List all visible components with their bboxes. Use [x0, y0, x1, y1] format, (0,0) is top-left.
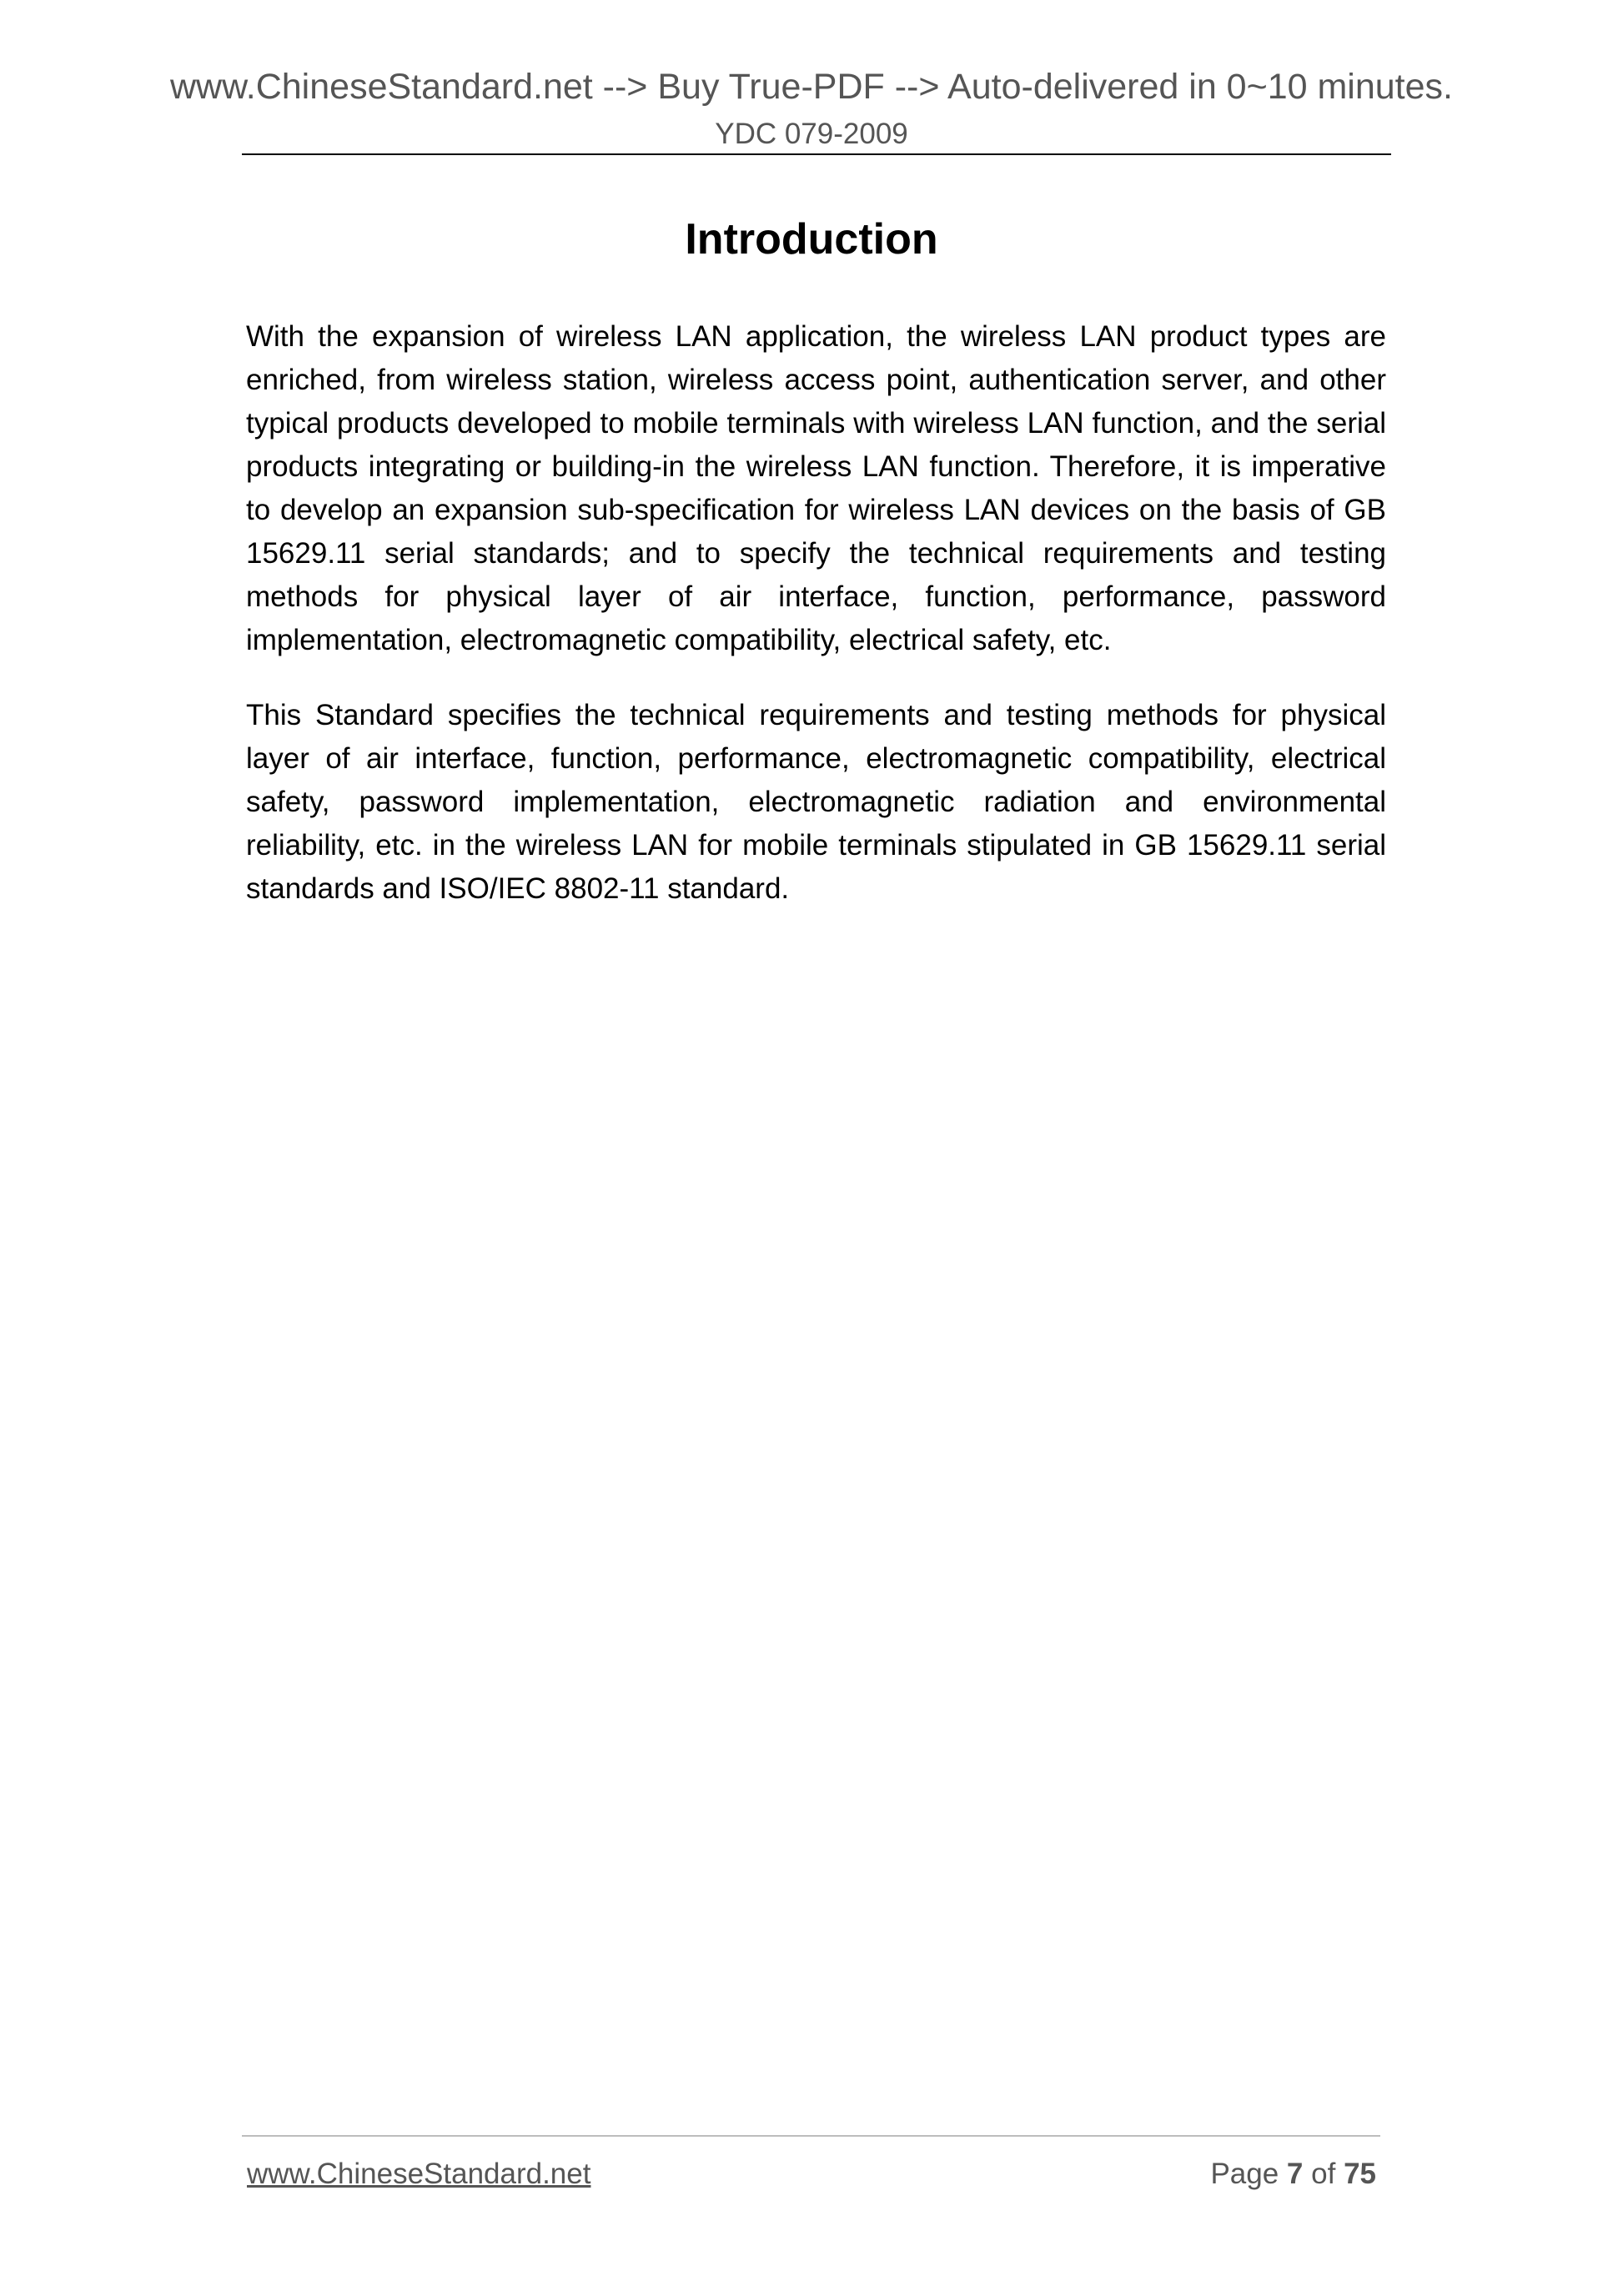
footer-website-link[interactable]: www.ChineseStandard.net — [247, 2158, 591, 2190]
total-pages: 75 — [1344, 2158, 1376, 2190]
header-banner: www.ChineseStandard.net --> Buy True-PDF --> Auto-delivered in 0~10 minutes. — [169, 67, 1453, 107]
page-number — [1210, 2157, 1376, 2192]
header-divider — [242, 153, 1391, 155]
body-text — [246, 315, 1386, 942]
document-code: YDC 079-2009 — [715, 118, 908, 150]
page-title: Introduction — [685, 215, 938, 264]
paragraph: This Standard specifies the technical requirements and testing methods for physical layer of air interface, function, performance, electromagnetic compatibility, electrical safety, password implementation, electromagnetic radiation and environmental reliability, etc. in the wireless LAN for mobile terminals stipulated in GB 15629.11 serial standards and ISO/IEC 8802-11 standard. — [246, 699, 1386, 905]
page-of: of — [1311, 2158, 1336, 2190]
page-prefix: Page — [1210, 2158, 1279, 2190]
current-page: 7 — [1286, 2158, 1304, 2190]
paragraph: With the expansion of wireless LAN application, the wireless LAN product types are enriched, from wireless station, wireless access point, authentication server, and other typical products developed to mobile terminals with wireless LAN function, and the serial products integrating or building-in the wireless LAN function. Therefore, it is imperative to develop an expansion sub-specification for wireless LAN devices on the basis of GB 15629.11 serial standards; and to specify the technical requirements and testing methods for physical layer of air interface, function, performance, password implementation, electromagnetic compatibility, electrical safety, etc. — [246, 320, 1386, 656]
footer-divider — [242, 2135, 1380, 2137]
